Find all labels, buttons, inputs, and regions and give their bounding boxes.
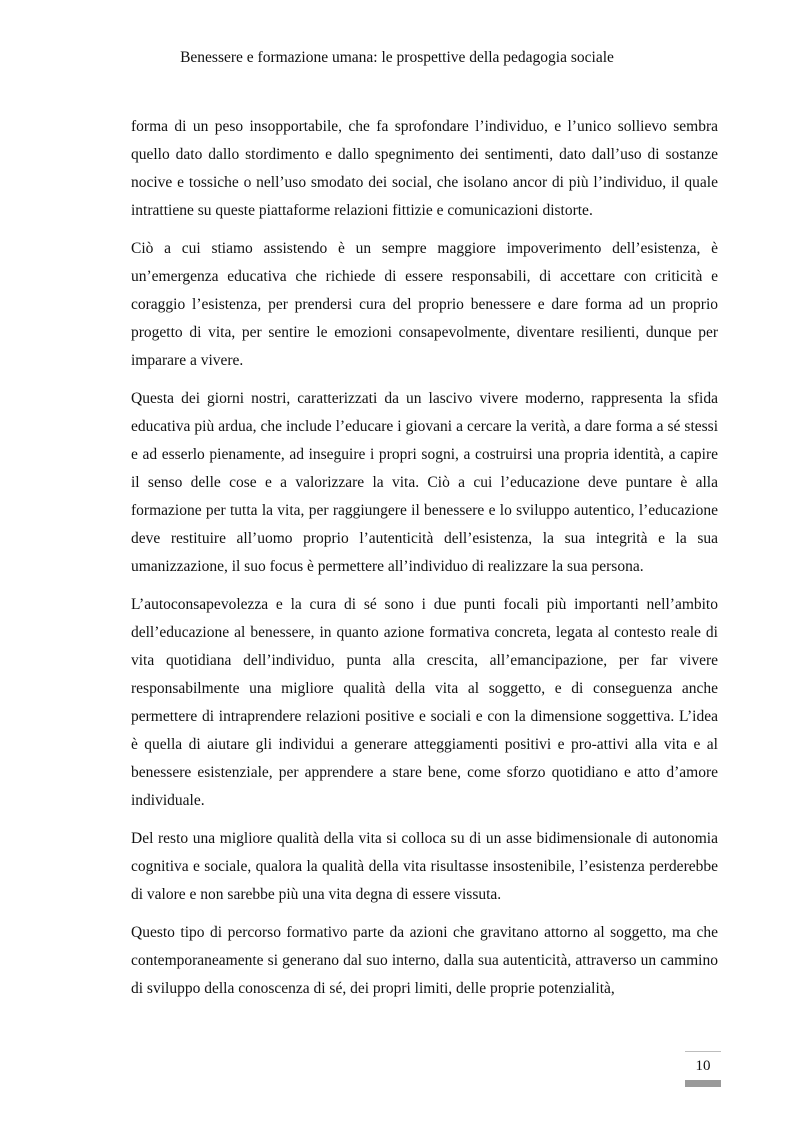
page-number-footer	[685, 1051, 721, 1087]
running-header: Benessere e formazione umana: le prospettive della pedagogia sociale	[180, 49, 614, 66]
paragraph-3: Questa dei giorni nostri, caratterizzati da un lascivo vivere moderno, rappresenta la sfida educativa più ardua, che include l’educare i giovani a cercare la verità, a dare forma a sé stessi e ad esserlo pienamente, ad inseguire i propri sogni, a costruirsi una propria identità, a capire il senso delle cose e a valorizzare la vita. Ciò a cui l’educazione deve puntare è alla formazione per tutta la vita, per raggiungere il benessere e lo sviluppo autentico, l’educazione deve restituire all’uomo proprio l’autenticità dell’esistenza, la sua integrità e la sua umanizzazione, il suo focus è permettere all’individuo di realizzare la sua persona.	[131, 390, 718, 575]
paragraph-4: L’autoconsapevolezza e la cura di sé sono i due punti focali più importanti nell’ambito dell’educazione al benessere, in quanto azione formativa concreta, legata al contesto reale di vita quotidiana dell’individuo, punta alla crescita, all’emancipazione, per far vivere responsabilmente una migliore qualità della vita al soggetto, e di conseguenza anche permettere di intraprendere relazioni positive e sociali e con la dimensione soggettiva. L’idea è quella di aiutare gli individui a generare atteggiamenti positivi e pro-attivi alla vita e al benessere esistenziale, per apprendere a stare bene, come sforzo quotidiano e atto d’amore individuale.	[131, 596, 718, 809]
paragraph-1: forma di un peso insopportabile, che fa sprofondare l’individuo, e l’unico sollievo sembra quello dato dallo stordimento e dallo spegnimento dei sentimenti, dato dall’uso di sostanze nocive e tossiche o nell’uso smodato dei social, che isolano ancor di più l’individuo, il quale intrattiene su queste piattaforme relazioni fittizie e comunicazioni distorte.	[131, 118, 718, 219]
page-number: 10	[685, 1051, 721, 1078]
paragraph-6: Questo tipo di percorso formativo parte da azioni che gravitano attorno al soggetto, ma che contemporaneamente si generano dal suo interno, dalla sua autenticità, attraverso un cammino di sviluppo della conoscenza di sé, dei propri limiti, delle proprie potenzialità,	[131, 924, 718, 997]
paragraph-5: Del resto una migliore qualità della vita si colloca su di un asse bidimensionale di autonomia cognitiva e sociale, qualora la qualità della vita risultasse insostenibile, l’esistenza perderebbe di valore e non sarebbe più una vita degna di essere vissuta.	[131, 830, 718, 903]
paragraph-2: Ciò a cui stiamo assistendo è un sempre maggiore impoverimento dell’esistenza, è un’emergenza educativa che richiede di essere responsabili, di accettare con criticità e coraggio l’esistenza, per prendersi cura del proprio benessere e dare forma ad un proprio progetto di vita, per sentire le emozioni consapevolmente, diventare resilienti, dunque per imparare a vivere.	[131, 240, 718, 369]
page-number-bar	[685, 1080, 721, 1087]
body-text	[131, 113, 718, 1013]
